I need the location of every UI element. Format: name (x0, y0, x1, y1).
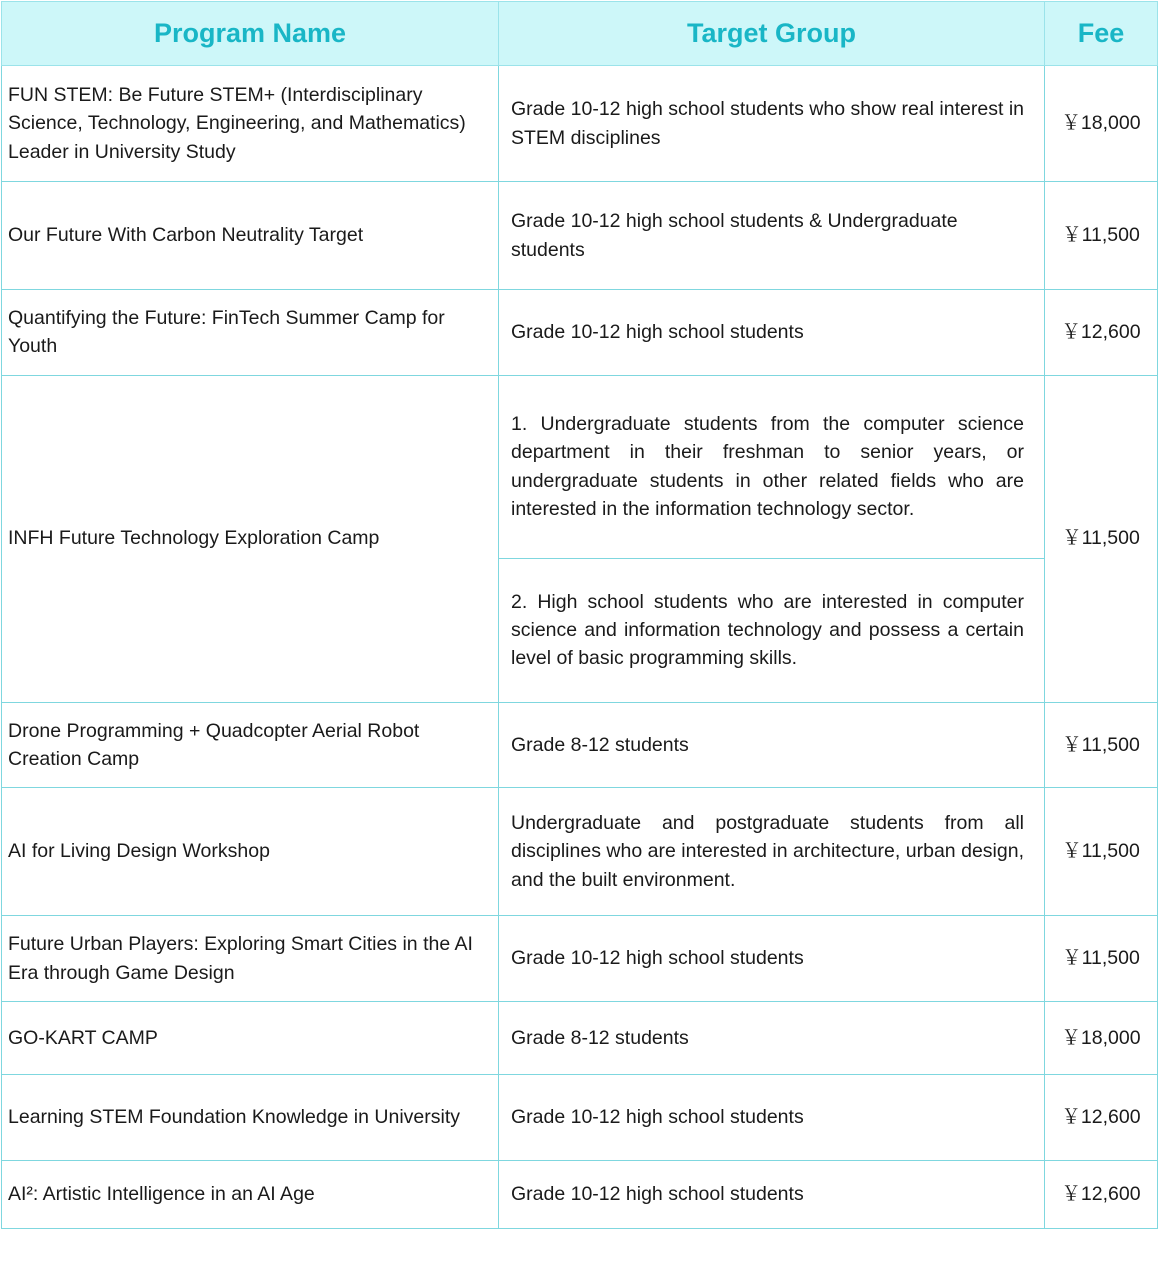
cell-program-name: GO-KART CAMP (2, 1002, 499, 1075)
cell-fee: ￥12,600 (1045, 290, 1158, 376)
cell-program-name: Drone Programming + Quadcopter Aerial Robot Creation Camp (2, 702, 499, 788)
cell-program-name: Quantifying the Future: FinTech Summer Camp for Youth (2, 290, 499, 376)
program-table-container (0, 1, 1158, 1229)
cell-target-group: Grade 10-12 high school students (499, 1075, 1045, 1161)
table-row (2, 1075, 1158, 1161)
cell-fee: ￥11,500 (1045, 702, 1158, 788)
cell-program-name: Learning STEM Foundation Knowledge in University (2, 1075, 499, 1161)
cell-target-group: Undergraduate and postgraduate students from all disciplines who are interested in architecture, urban design, and the built environment. (499, 788, 1045, 916)
cell-target-group: Grade 8-12 students (499, 702, 1045, 788)
table-row (2, 375, 1158, 558)
cell-fee: ￥11,500 (1045, 182, 1158, 290)
column-header-program-name: Program Name (2, 2, 499, 66)
cell-fee: ￥12,600 (1045, 1075, 1158, 1161)
table-body (2, 66, 1158, 1229)
cell-target-group: Grade 8-12 students (499, 1002, 1045, 1075)
table-header (2, 2, 1158, 66)
header-row (2, 2, 1158, 66)
cell-target-group: Grade 10-12 high school students (499, 290, 1045, 376)
table-row (2, 788, 1158, 916)
cell-fee: ￥18,000 (1045, 66, 1158, 182)
cell-target-group: Grade 10-12 high school students & Undergraduate students (499, 182, 1045, 290)
cell-target-group: Grade 10-12 high school students (499, 916, 1045, 1002)
table-row (2, 1002, 1158, 1075)
cell-fee: ￥11,500 (1045, 788, 1158, 916)
cell-program-name: FUN STEM: Be Future STEM+ (Interdisciplinary Science, Technology, Engineering, and Mathematics) Leader in University Study (2, 66, 499, 182)
cell-fee: ￥18,000 (1045, 1002, 1158, 1075)
program-table (1, 1, 1158, 1229)
cell-target-group: 2. High school students who are interested in computer science and information technology and possess a certain level of basic programming skills. (499, 558, 1045, 702)
column-header-fee: Fee (1045, 2, 1158, 66)
cell-fee: ￥12,600 (1045, 1161, 1158, 1229)
table-row (2, 182, 1158, 290)
table-row (2, 290, 1158, 376)
cell-program-name: INFH Future Technology Exploration Camp (2, 375, 499, 702)
cell-target-group: 1. Undergraduate students from the computer science department in their freshman to senior years, or undergraduate students in other related fields who are interested in the information technology sector. (499, 375, 1045, 558)
cell-program-name: AI²: Artistic Intelligence in an AI Age (2, 1161, 499, 1229)
cell-target-group: Grade 10-12 high school students who show real interest in STEM disciplines (499, 66, 1045, 182)
table-row (2, 702, 1158, 788)
table-row (2, 916, 1158, 1002)
cell-program-name: Our Future With Carbon Neutrality Target (2, 182, 499, 290)
cell-program-name: Future Urban Players: Exploring Smart Cities in the AI Era through Game Design (2, 916, 499, 1002)
cell-fee: ￥11,500 (1045, 916, 1158, 1002)
column-header-target-group: Target Group (499, 2, 1045, 66)
cell-target-group: Grade 10-12 high school students (499, 1161, 1045, 1229)
cell-fee: ￥11,500 (1045, 375, 1158, 702)
cell-program-name: AI for Living Design Workshop (2, 788, 499, 916)
table-row (2, 66, 1158, 182)
table-row (2, 1161, 1158, 1229)
